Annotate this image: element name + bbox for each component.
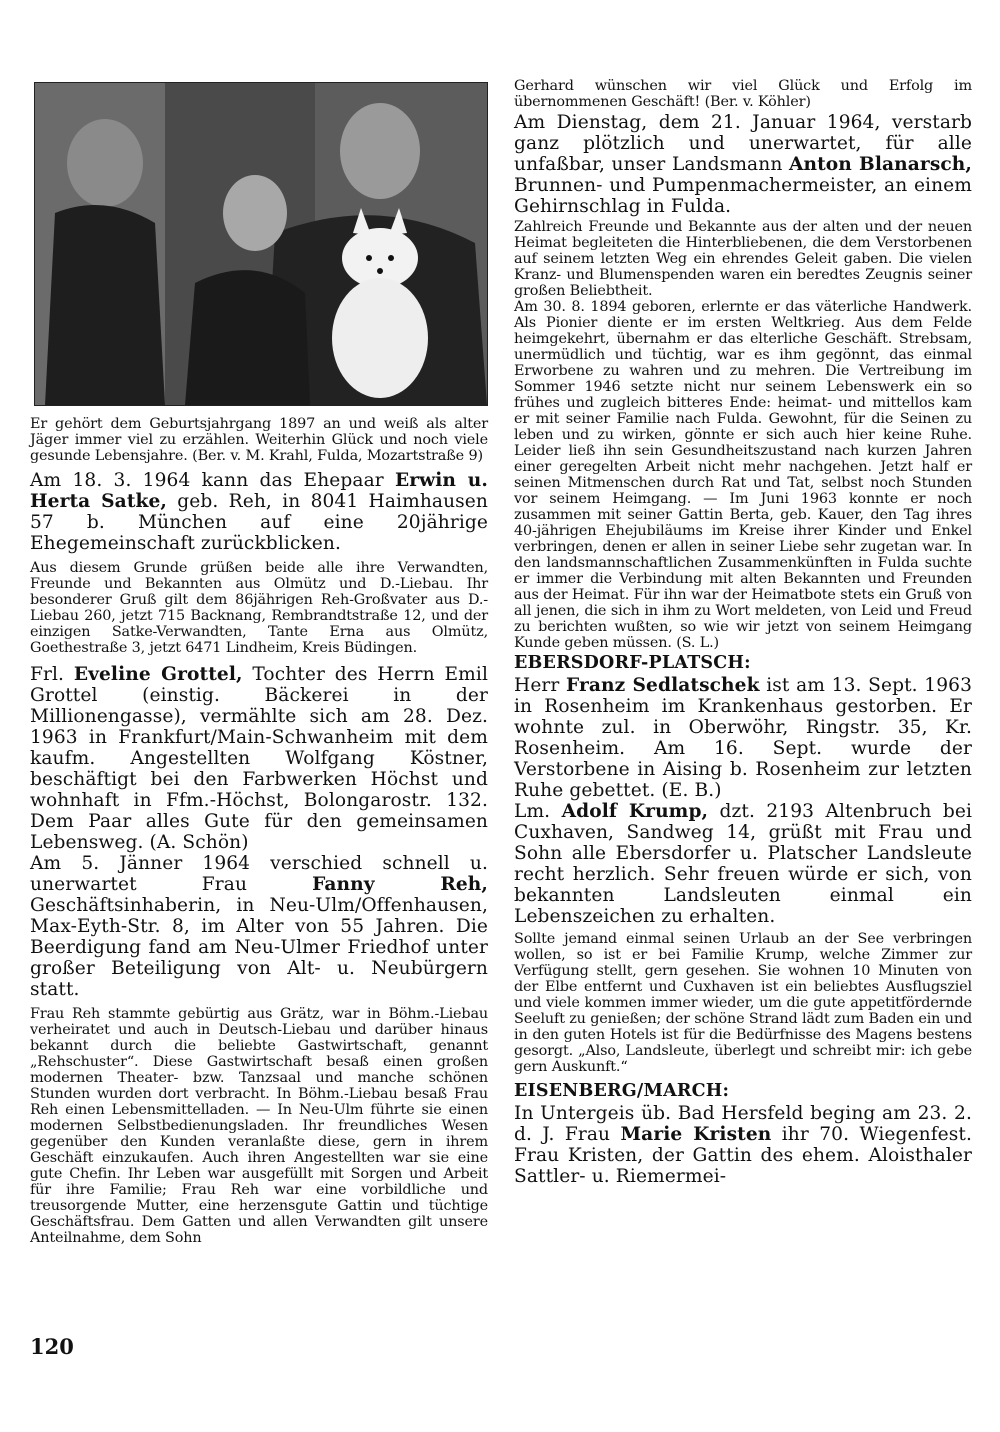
reh-text-post: Geschäftsinhaberin, in Neu-Ulm/Offenhausen, Max-Eyth-Str. 8, im Alter von 55 Jahren. Die Beerdigung fand am Neu-Ulmer Friedhof unter großer Beteiligung von Alt- u. Neubürgern statt. [30, 895, 488, 1000]
blanarsch-announcement [514, 112, 972, 217]
satke-text-pre: Am 18. 3. 1964 kann das Ehepaar [30, 470, 395, 491]
page-number: 120 [30, 1334, 74, 1359]
blanarsch-detail-1: Zahlreich Freunde und Bekannte aus der alten und der neuen Heimat begleiteten die Hinterbliebenen, die dem Verstorbenen auf seinem letzten Weg ein ehrendes Geleit gaben. Die vielen Kranz- und Blumenspenden waren ein beredtes Zeugnis seiner großen Beliebtheit. [514, 219, 972, 299]
satke-text-post: geb. Reh, in 8041 Haimhausen 57 b. München auf eine 20jährige Ehegemeinschaft zurückblicken. [30, 491, 488, 554]
left-column [30, 78, 488, 1246]
grottel-text-post: Tochter des Herrn Emil Grottel (einstig. Bäckerei in der Millionengasse), vermählte sich am 28. Dez. 1963 in Frankfurt/Main-Schwanheim mit dem kaufm. Angestellten Wolfgang Köstner, beschäftigt bei den Farbwerken Höchst und wohnhaft in Ffm.-Höchst, Bolongarostr. 132. Dem Paar alles Gute für den gemeinsamen Lebensweg. (A. Schön) [30, 664, 488, 853]
photo-image [35, 83, 487, 405]
satke-name: Erwin u. Herta Satke, [30, 470, 489, 512]
sedlatschek-text-pre: Herr [514, 675, 567, 696]
sedlatschek-name: Franz Sedlatschek [566, 675, 760, 696]
blanarsch-text-pre: Am Dienstag, dem 21. Januar 1964, verstarb ganz plötzlich und unerwartet, für alle unfaßbar, unser Landsmann [514, 112, 972, 175]
sedlatschek-text-post: ist am 13. Sept. 1963 in Rosenheim im Krankenhaus gestorben. Er wohnte zul. in Oberwöhr, Ringstr. 35, Kr. Rosenheim. Am 16. Sept. wurde der Verstorbene in Aising b. Rosenheim zur letzten Ruhe gebettet. (E. B.) [514, 675, 972, 801]
family-photo [34, 82, 488, 406]
krump-name: Adolf Krump, [561, 801, 709, 822]
krump-announcement [514, 801, 972, 927]
photo-caption: Er gehört dem Geburtsjahrgang 1897 an und weiß als alter Jäger immer viel zu erzählen. Weiterhin Glück und noch viele gesunde Lebensjahre. (Ber. v. M. Krahl, Fulda, Mozartstraße 9) [30, 416, 488, 464]
reh-text-pre: Am 5. Jänner 1964 verschied schnell u. unerwartet Frau [30, 853, 488, 895]
blanarsch-name: Anton Blanarsch, [788, 154, 972, 175]
grottel-announcement [30, 664, 488, 853]
blanarsch-detail-2: Am 30. 8. 1894 geboren, erlernte er das väterliche Handwerk. Als Pionier diente er im ersten Weltkrieg. Aus dem Felde heimgekehrt, übernahm er das elterliche Geschäft. Strebsam, unermüdlich und tüchtig, war es ihm gegönnt, das einmal Erworbene zu wahren und zu mehren. Die Vertreibung im Sommer 1946 setzte nicht nur seinem Lebenswerk ein so frühes und zugleich bitteres Ende: heimat- und mittellos kam er mit seiner Familie nach Fulda. Gewohnt, für die Seinen zu leben und zu wirken, gönnte er sich auch hier keine Ruhe. Leider ließ ihn sein Gesundheitszustand nach kurzen Jahren einer geregelten Arbeit nicht mehr nachgehen. Jetzt half er seinen Mitmenschen durch Rat und Tat, selbst noch Stunden vor seinem Heimgang. — Im Juni 1963 konnte er noch zusammen mit seiner Gattin Berta, geb. Kauer, den Tag ihres 40-jährigen Ehejubiläums im Kreise ihrer Kinder und Enkel verbringen, denen er allen in seiner Liebe sehr zugetan war. In den landsmannschaftlichen Zusammenkünften in Fulda suchte er immer die Verbindung mit alten Bekannten und Freunden aus der Heimat. Für ihn war der Heimatbote stets ein Gruß von all jenen, die sich in ihm zu Wort meldeten, von Leid und Freud zu berichten wußten, so wie wir jetzt von seinem Heimgang Kunde geben müssen. (S. L.) [514, 299, 972, 651]
kristen-name: Marie Kristen [620, 1124, 772, 1145]
krump-text-pre: Lm. [514, 801, 562, 822]
grottel-text-pre: Frl. [30, 664, 74, 685]
satke-announcement [30, 470, 488, 554]
kristen-announcement [514, 1103, 972, 1187]
sedlatschek-announcement [514, 675, 972, 801]
section-heading-ebersdorf: EBERSDORF-PLATSCH: [514, 653, 751, 673]
reh-name: Fanny Reh, [312, 874, 489, 895]
krump-text-post: dzt. 2193 Altenbruch bei Cuxhaven, Sandweg 14, grüßt mit Frau und Sohn alle Ebersdorfer u. Platscher Landsleute recht herzlich. Sehr freuen würde er sich, von bekannten Landsleuten einmal ein Lebenszeichen zu erhalten. [514, 801, 972, 927]
blanarsch-text-post: Brunnen- und Pumpenmachermeister, an einem Gehirnschlag in Fulda. [514, 175, 972, 217]
right-column [514, 78, 972, 1187]
kristen-text-pre: In Untergeis üb. Bad Hersfeld beging am 23. 2. d. J. Frau [514, 1103, 972, 1145]
satke-detail: Aus diesem Grunde grüßen beide alle ihre Verwandten, Freunde und Bekannten aus Olmütz und D.-Liebau. Ihr besonderer Gruß gilt dem 86jährigen Reh-Großvater aus D.-Liebau 260, jetzt 715 Backnang, Rembrandtstraße 12, und der einzigen Satke-Verwandten, Tante Erna aus Olmütz, Goethestraße 3, jetzt 6471 Lindheim, Kreis Büdingen. [30, 560, 488, 656]
reh-announcement [30, 853, 488, 1000]
gerhard-note: Gerhard wünschen wir viel Glück und Erfolg im übernommenen Geschäft! (Ber. v. Köhler) [514, 78, 972, 110]
krump-detail: Sollte jemand einmal seinen Urlaub an der See verbringen wollen, so ist er bei Familie Krump, welche Zimmer zur Verfügung stellt, gern gesehen. Sie wohnen 10 Minuten von der Elbe entfernt und Cuxhaven ist ein beliebtes Ausflugsziel und viele kommen immer wieder, um die gute appetitfördernde Seeluft zu genießen; der schöne Strand lädt zum Baden ein und in den guten Hotels ist für die Bedürfnisse des Magens bestens gesorgt. „Also, Landsleute, überlegt und schreibt mir: ich gebe gern Auskunft.“ [514, 931, 972, 1075]
grottel-name: Eveline Grottel, [73, 664, 243, 685]
kristen-text-post: ihr 70. Wiegenfest. Frau Kristen, der Gattin des ehem. Aloisthaler Sattler- u. Riemermei- [514, 1124, 972, 1187]
section-heading-eisenberg: EISENBERG/MARCH: [514, 1081, 730, 1101]
reh-detail: Frau Reh stammte gebürtig aus Grätz, war in Böhm.-Liebau verheiratet und auch in Deutsch-Liebau und darüber hinaus bekannt durch die beliebte Gastwirtschaft, genannt „Rehschuster“. Diese Gastwirtschaft besaß einen großen modernen Theater- bzw. Tanzsaal und manche schönen Stunden wurden dort verbracht. In Böhm.-Liebau besaß Frau Reh einen Lebensmittelladen. — In Neu-Ulm führte sie einen modernen Selbstbedienungsladen. Ihr freundliches Wesen gegenüber den Kunden veranlaßte diese, gern in ihrem Geschäft einzukaufen. Auch ihren Angestellten war sie eine gute Chefin. Ihr Leben war ausgefüllt mit Sorgen und Arbeit für ihre Familie; Frau Reh war eine vorbildliche und treusorgende Mutter, eine herzensgute Gattin und tüchtige Geschäftsfrau. Dem Gatten und allen Verwandten gilt unsere Anteilnahme, dem Sohn [30, 1006, 488, 1246]
